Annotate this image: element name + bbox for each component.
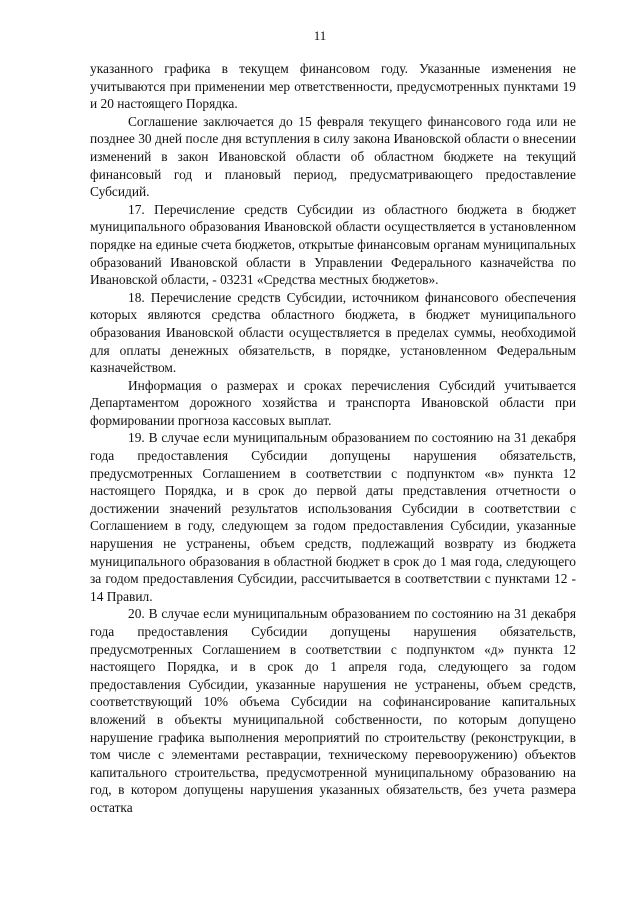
paragraph-agreement-deadline: Соглашение заключается до 15 февраля текущего финансового года или не позднее 30 дней после дня вступления в силу закона Ивановской области о внесении изменений в закон Ивановской области об областном бюджете на текущий финансовый год и плановый период, предусматривающего предоставление Субсидий. bbox=[90, 113, 576, 200]
paragraph-continuation: указанного графика в текущем финансовом году. Указанные изменения не учитываются при применении мер ответственности, предусмотренных пунктами 19 и 20 настоящего Порядка. bbox=[90, 61, 576, 112]
paragraph-clause-19: 19. В случае если муниципальным образованием по состоянию на 31 декабря года предоставления Субсидии допущены нарушения обязательств, предусмотренных Соглашением в соответствии с подпунктом «в» пункта 12 настоящего Порядка, и в срок до первой даты представления отчетности о достижении значений результатов использования Субсидии в соответствии с Соглашением в году, следующем за годом предоставления Субсидии, указанные нарушения не устранены, объем средств, подлежащий возврату из бюджета муниципального образования в областной бюджет в срок до 1 мая года, следующего за годом предоставления Субсидии, рассчитывается в соответствии с пунктами 12 - 14 Правил. bbox=[90, 430, 576, 604]
paragraph-clause-20: 20. В случае если муниципальным образованием по состоянию на 31 декабря года предоставления Субсидии допущены нарушения обязательств, предусмотренных Соглашением в соответствии с подпунктом «д» пункта 12 настоящего Порядка, и в срок до 1 апреля года, следующего за годом предоставления Субсидии, указанные нарушения не устранены, объем средств, соответствующий 10% объема Субсидии на софинансирование капитальных вложений в объекты муниципальной собственности, по которым допущено нарушение графика выполнения мероприятий по строительству (реконструкции, в том числе с элементами реставрации, техническому перевооружению) объектов капитального строительства, предусмотренной муниципальному образованию на год, в котором допущены нарушения указанных обязательств, без учета размера остатка bbox=[90, 606, 576, 815]
paragraph-information: Информация о размерах и сроках перечисления Субсидий учитывается Департаментом дорожного хозяйства и транспорта Ивановской области при формировании прогноза кассовых выплат. bbox=[90, 377, 576, 428]
document-body bbox=[90, 60, 576, 817]
paragraph-clause-17: 17. Перечисление средств Субсидии из областного бюджета в бюджет муниципального образования Ивановской области осуществляется в установленном порядке на единые счета бюджетов, открытые финансовым органам муниципальных образований Ивановской области в Управлении Федерального казначейства по Ивановской области, - 03231 «Средства местных бюджетов». bbox=[90, 201, 576, 288]
page-number: 11 bbox=[313, 28, 327, 43]
paragraph-clause-18: 18. Перечисление средств Субсидии, источником финансового обеспечения которых являются средства областного бюджета, в бюджет муниципального образования Ивановской области осуществляется в пределах суммы, необходимой для оплаты денежных обязательств, в порядке, установленном Федеральным казначейством. bbox=[90, 289, 576, 376]
